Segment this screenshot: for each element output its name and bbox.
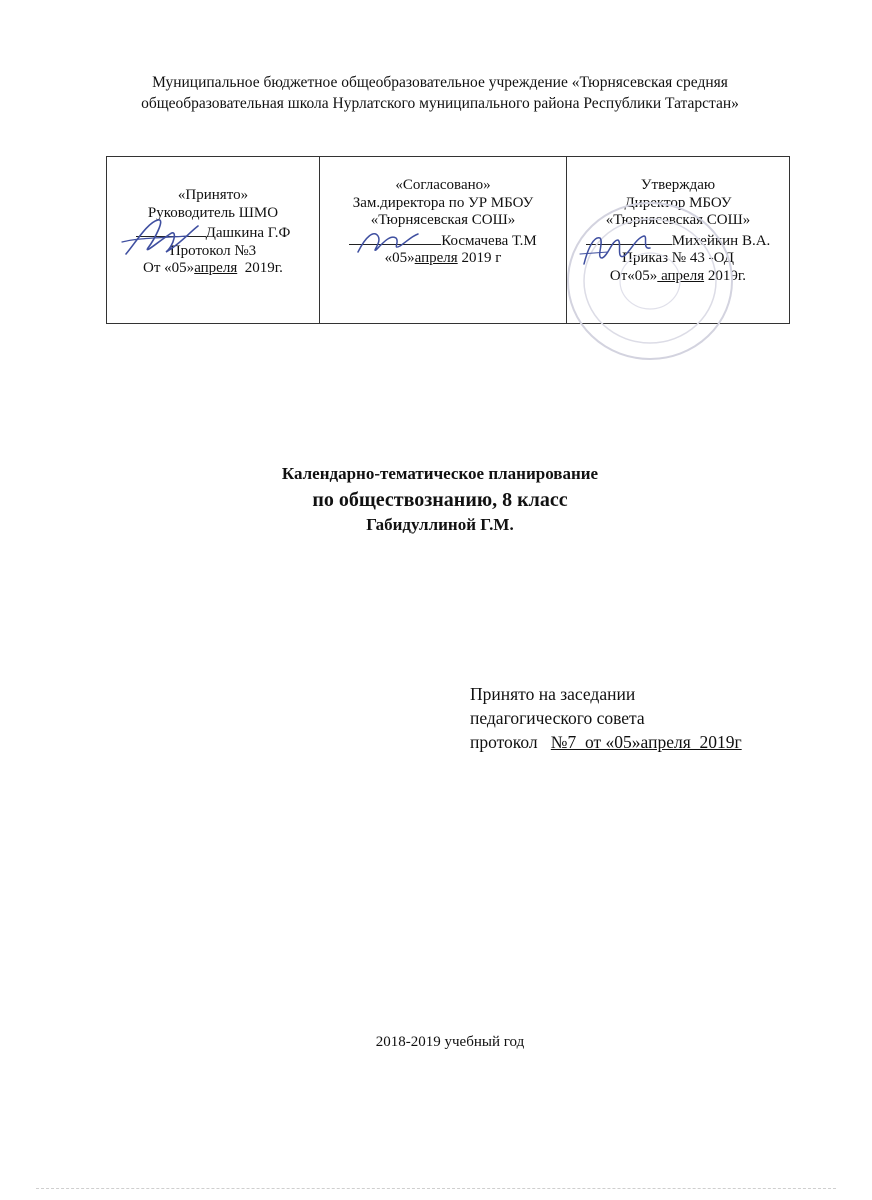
academic-year: 2018-2019 учебный год: [375, 1034, 525, 1050]
title-line-1: Календарно-тематическое планирование: [281, 464, 599, 483]
approved-order: Приказ № 43 -ОД: [622, 250, 734, 266]
agreed-school: «Тюрнясевская СОШ»: [370, 212, 516, 228]
agreed-position: Зам.директора по УР МБОУ: [352, 194, 534, 211]
accepted-position: Руководитель ШМО: [147, 204, 279, 221]
title-line-2: по обществознанию, 8 класс: [312, 489, 568, 511]
agreed-heading: «Согласовано»: [395, 177, 491, 193]
approved-name: Михейкин В.А.: [671, 232, 771, 249]
accepted-date: От «05»апреля 2019г.: [143, 260, 283, 276]
approval-accepted-cell: [107, 157, 320, 324]
accepted-heading: «Принято»: [177, 187, 249, 203]
approved-date: От«05» апреля 2019г.: [609, 267, 747, 284]
approved-signature-line: [568, 230, 788, 251]
council-line-3: протокол №7 от «05»апреля 2019г: [470, 732, 742, 752]
accepted-protocol: Протокол №3: [169, 242, 257, 259]
approved-heading: Утверждаю: [640, 177, 716, 193]
header-line-1: Муниципальное бюджетное общеобразовательное учреждение «Тюрнясевская средняя: [152, 74, 728, 91]
document-title: [180, 462, 700, 536]
approval-agreed-cell: [320, 157, 567, 324]
accepted-signature-line: [108, 222, 318, 243]
approval-approved-cell: [567, 157, 790, 324]
council-line-2: педагогического совета: [470, 708, 645, 728]
council-line-1: Принято на заседании: [470, 684, 636, 704]
approval-table: [106, 156, 790, 324]
school-header: [90, 72, 790, 114]
title-line-3: Габидуллиной Г.М.: [366, 515, 514, 534]
agreed-name: Космачева Т.М: [441, 232, 537, 249]
council-approval: [470, 682, 810, 754]
accepted-name: Дашкина Г.Ф: [205, 225, 291, 241]
approved-school: «Тюрнясевская СОШ»: [605, 212, 751, 228]
page-edge-divider: [36, 1188, 836, 1189]
agreed-date: «05»апреля 2019 г: [384, 250, 502, 266]
header-line-2: общеобразовательная школа Нурлатского муниципального района Республики Татарстан»: [141, 95, 739, 112]
approved-position: Директор МБОУ: [624, 194, 732, 211]
agreed-signature-line: [321, 230, 565, 251]
